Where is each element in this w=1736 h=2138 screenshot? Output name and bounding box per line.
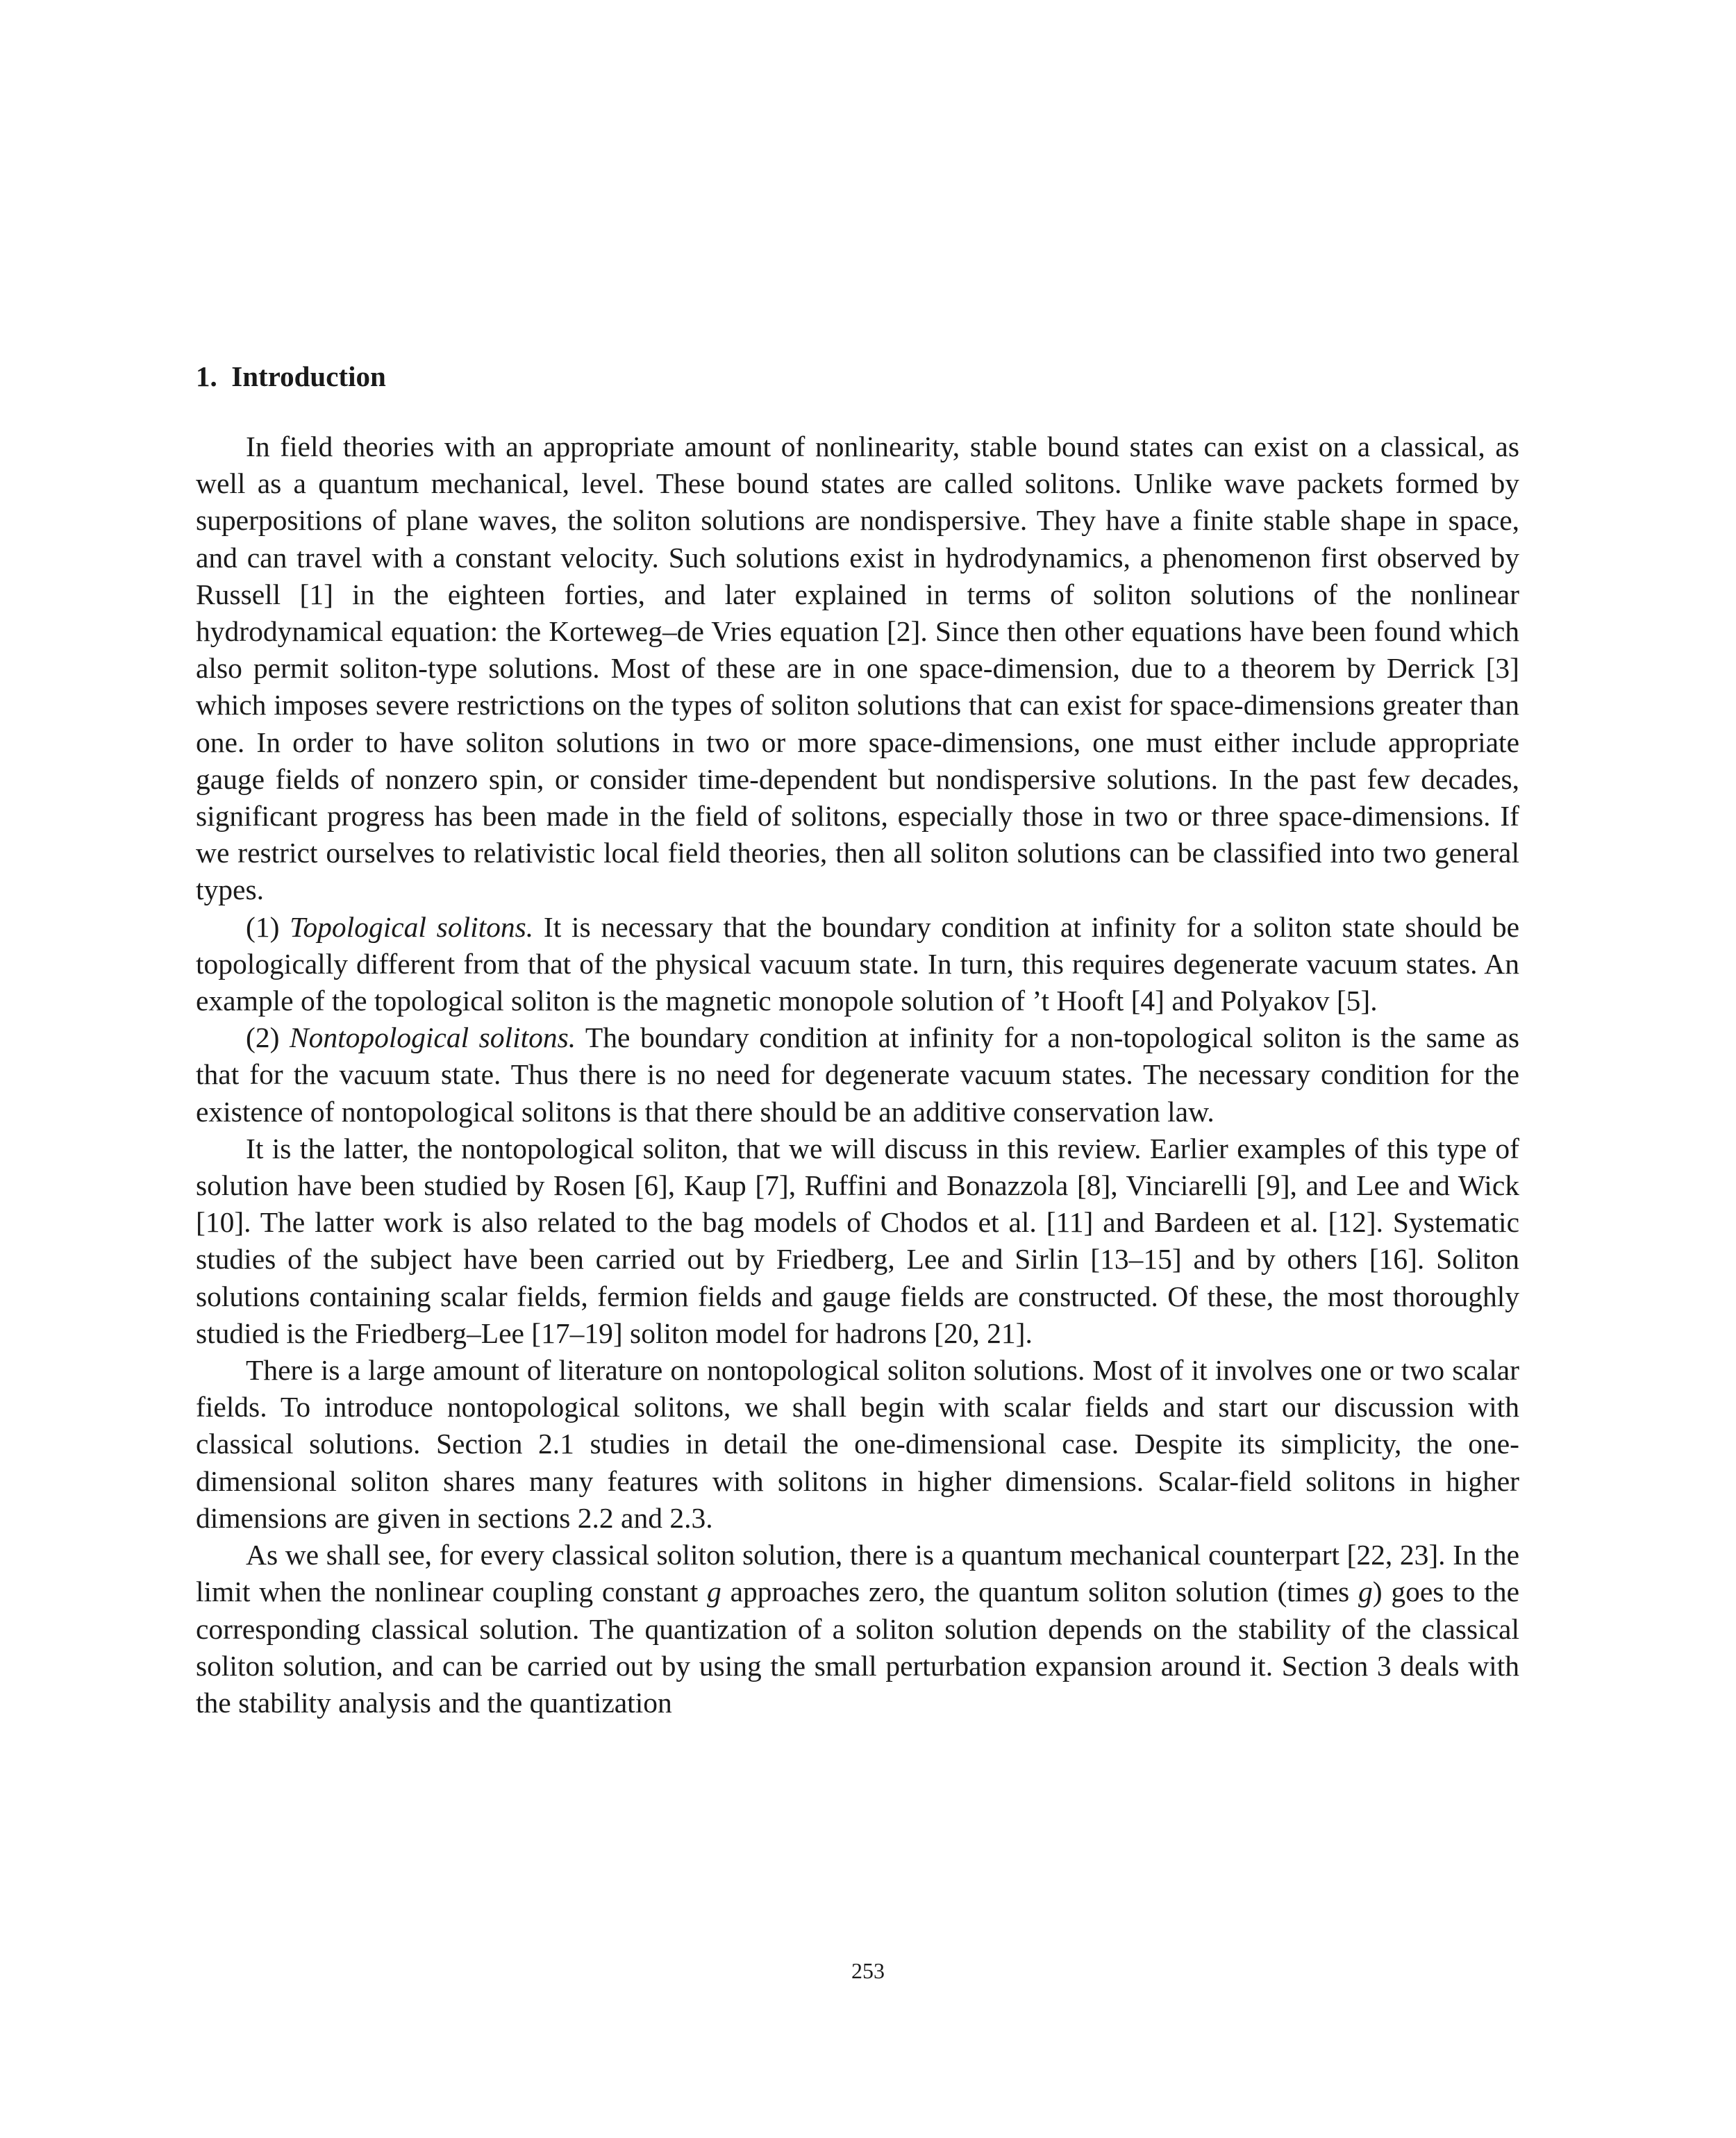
paragraph-topological: [196, 909, 1519, 1020]
list-marker: (2): [246, 1021, 290, 1054]
paragraph-nontopological: [196, 1019, 1519, 1130]
term-nontopological-solitons: Nontopological solitons.: [289, 1021, 576, 1054]
paragraph-text: The boundary condition at infinity for a non-topological soliton is the same as that for the vacuum state. Thus there is no need for degenerate vacuum states. The necessary condition for the existence of nontopological solitons is that there should be an additive conservation law.: [196, 1021, 1519, 1128]
term-topological-solitons: Topological solitons.: [290, 910, 534, 943]
paragraph-text: As we shall see, for every classical soliton solution, there is a quantum mechanical counterpart [22, 23]. In the limit when the nonlinear coupling constant: [196, 1539, 1519, 1608]
paragraph-quantization: [196, 1537, 1519, 1721]
paragraph-text: approaches zero, the quantum soliton solution (times: [721, 1576, 1358, 1608]
paragraph-text: It is the latter, the nontopological soliton, that we will discuss in this review. Earlier examples of this type of solution have been studied by Rosen [6], Kaup [7], Ruffini and Bonazzola [8], Vinciarelli [9], and Lee and Wick [10]. The latter work is also related to the bag models of Chodos et al. [11] and Bardeen et al. [12]. Systematic studies of the subject have been carried out by Friedberg, Lee and Sirlin [13–15] and by others [16]. Soliton solutions containing scalar fields, fermion fields and gauge fields are constructed. Of these, the most thoroughly studied is the Friedberg–Lee [17–19] soliton model for hadrons [20, 21].: [196, 1132, 1519, 1349]
section-title: Introduction: [231, 360, 386, 392]
body-text: [196, 428, 1519, 1721]
list-marker: (1): [246, 910, 290, 943]
section-number: 1.: [196, 360, 217, 392]
paragraph-review-scope: [196, 1130, 1519, 1352]
page-number: 253: [851, 1958, 885, 1983]
paragraph-text: It is necessary that the boundary condition at infinity for a soliton state should be topologically different from that of the physical vacuum state. In turn, this requires degenerate vacuum states. An example of the topological soliton is the magnetic monopole solution of ’t Hooft [4] and Polyakov [5].: [196, 910, 1519, 1017]
paragraph-text: In field theories with an appropriate amount of nonlinearity, stable bound states can exist on a classical, as well as a quantum mechanical, level. These bound states are called solitons. Unlike wave packets formed by superpositions of plane waves, the soliton solutions are nondispersive. They have a finite stable shape in space, and can travel with a constant velocity. Such solutions exist in hydrodynamics, a phenomenon first observed by Russell [1] in the eighteen forties, and later explained in terms of soliton solutions of the nonlinear hydrodynamical equation: the Korteweg–de Vries equation [2]. Since then other equations have been found which also permit soliton-type solutions. Most of these are in one space-dimension, due to a theorem by Derrick [3] which imposes severe restrictions on the types of soliton solutions that can exist for space-dimensions greater than one. In order to have soliton solutions in two or more space-dimensions, one must either include appropriate gauge fields of nonzero spin, or consider time-dependent but nondispersive solutions. In the past few decades, significant progress has been made in the field of solitons, especially those in two or three space-dimensions. If we restrict ourselves to relativistic local field theories, then all soliton solutions can be classified into two general types.: [196, 431, 1519, 906]
paragraph-intro: [196, 428, 1519, 909]
variable-g: g: [1358, 1576, 1373, 1608]
paragraph-text: There is a large amount of literature on nontopological soliton solutions. Most of it involves one or two scalar fields. To introduce nontopological solitons, we shall begin with scalar fields and start our discussion with classical solutions. Section 2.1 studies in detail the one-dimensional case. Despite its simplicity, the one-dimensional soliton shares many features with solitons in higher dimensions. Scalar-field solitons in higher dimensions are given in sections 2.2 and 2.3.: [196, 1354, 1519, 1534]
paragraph-literature: [196, 1352, 1519, 1537]
section-heading: [196, 358, 386, 394]
variable-g: g: [707, 1576, 721, 1608]
paragraph-text: ) goes to the corresponding classical solution. The quantization of a soliton solution depends on the stability of the classical soliton solution, and can be carried out by using the small perturbation expansion around it. Section 3 deals with the stability analysis and the quantization: [196, 1576, 1519, 1719]
